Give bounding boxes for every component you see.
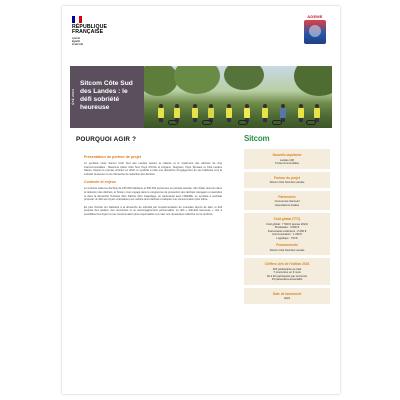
info-box-cout: Coût global (TTC) Coût global : 7 500 € (année 2024) Prestataire : 3 800 € Intervenants extérieurs : 2 000 € Communication : 1 000 € Logistique : 700 € Financements Sitcom Côte Sud des Landes [244, 213, 330, 255]
info-sidebar [244, 134, 330, 307]
info-box-localisation: Nouvelle-Aquitaine Landes (40) 5 intercommunalités [244, 149, 330, 169]
info-box-porteur: Porteur du projet Sitcom Côte Sud des Landes [244, 172, 330, 188]
banner-title-box [76, 66, 144, 128]
paragraph-contexte: Le territoire traite les déchets de 180 000 habitants et 500 000 personnes en période estivale. Afin d'aller plus loin dans la réduction des déchets, le Sitcom s'est engagé dans le programme de prévention des déchets ménagers et assimilés et dans la démarche Territoire Zéro Déchet Zéro Gaspillage, en partenariat avec l'ADEME. Le syndicat a souhaité proposer un défi aux foyers volontaires pour réduire leurs déchets et adopter une consommation plus sobre. [84, 187, 222, 202]
banner-side-strip: ÉTÉ 2024 [70, 66, 76, 128]
section-heading: POURQUOI AGIR ? [76, 136, 137, 143]
subheading-porteur: Présentation du porteur de projet [84, 155, 141, 159]
info-box-chiffres: Chiffres clés de l'édition 2024 300 participants au total 7 rencontres en 6 mois 30 à 40 participants par rencontre 15 partenaires associatifs [244, 258, 330, 285]
main-column [76, 136, 228, 221]
paragraph-defi: En plus d'inciter les habitants à la démarche de sobriété par l'expérimentation de nouvelles façons de faire, le défi propose des ateliers, des rencontres et un accompagnement personnalisé. Le défi « Sobriété Heureuse » vise à sensibiliser les foyers à une consommation plus responsable et à créer une dynamique collective sur le territoire. [84, 205, 222, 216]
info-box-date: Date de lancement 2024 [244, 288, 330, 304]
ademe-logo: ADEME [302, 14, 328, 48]
rf-title: RÉPUBLIQUE FRANÇAISE [72, 24, 108, 36]
cyclists-photo [144, 66, 332, 128]
french-flag-icon [72, 16, 82, 23]
page-title: Sitcom Côte Sud des Landes : le défi sobriété heureuse [80, 80, 133, 111]
subheading-contexte: Contexte et enjeux [84, 180, 116, 185]
info-box-partenaires: Partenaires Communes d'accueil Associations locales [244, 191, 330, 211]
rf-motto: Liberté Égalité Fraternité [72, 36, 84, 46]
ademe-emblem-icon [304, 20, 326, 44]
paragraph-porteur: Le syndicat mixte Sitcom Côte Sud des Landes assure la collecte et le traitement des déchets de cinq intercommunalités : Maremne Adour Côte Sud, Pays d'Orthe et Arrigans, Seignanx, Pays Tarusate et Côte Landes Nature. Depuis le premier échelon en 2020, le syndicat a initié une démarche d'engagement de ses habitants vers la sobriété heureuse et une démarche de réduction des déchets. [84, 162, 222, 176]
sitcom-logo: Sitcom [244, 134, 270, 143]
republique-francaise-logo [72, 16, 126, 46]
title-banner [70, 66, 332, 128]
document-page [62, 6, 340, 394]
